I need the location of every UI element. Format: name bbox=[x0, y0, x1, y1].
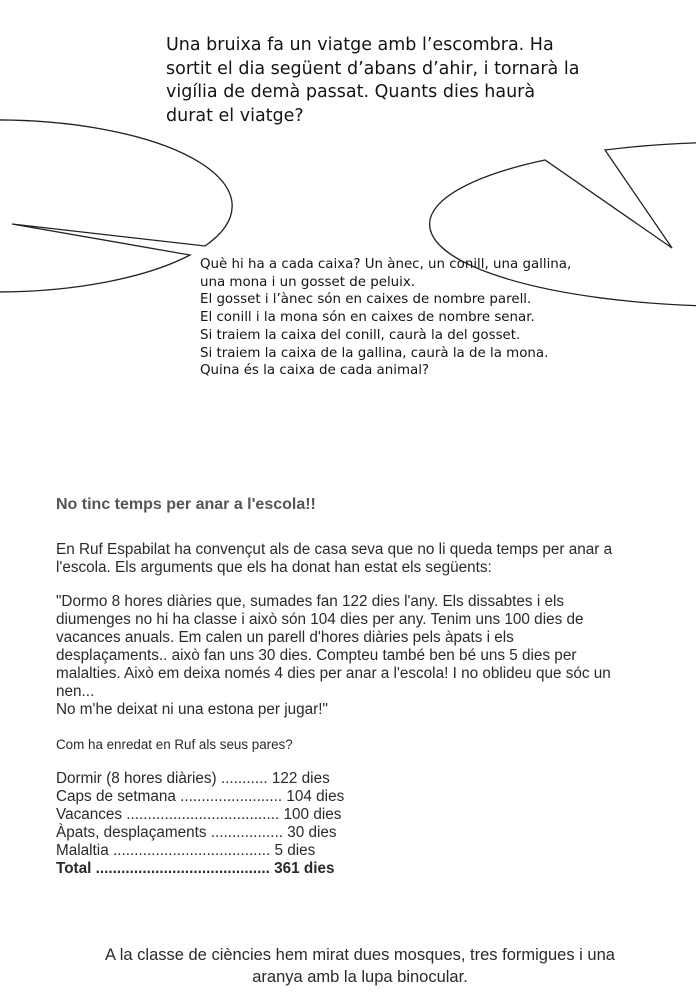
bubble-2-line: Què hi ha a cada caixa? Un ànec, un conill, una gallina, bbox=[200, 257, 572, 272]
bubble-2-line: Si traiem la caixa de la gallina, caurà la de la mona. bbox=[200, 345, 549, 361]
school-time-section bbox=[56, 496, 676, 878]
footer-text bbox=[40, 944, 680, 988]
intro-paragraph bbox=[56, 541, 676, 577]
quote-line: vacances anuals. Em calen un parell d'hores diàries pels àpats i els bbox=[56, 629, 514, 646]
bubble-1-line: sortit el dia següent d’abans d’ahir, i tornarà la bbox=[166, 58, 580, 79]
tally-row: Malaltia ..................................... 5 dies bbox=[56, 842, 316, 859]
quote-line: malalties. Això em deixa només 4 dies per anar a l'escola! I no oblideu que sóc un bbox=[56, 665, 611, 682]
tally-row: Àpats, desplaçaments ................. 30 dies bbox=[56, 824, 337, 841]
days-tally bbox=[56, 770, 676, 878]
speech-bubble-2 bbox=[0, 120, 232, 292]
quote-line: No m'he deixat ni una estona per jugar!" bbox=[56, 701, 328, 718]
footer-line: A la classe de ciències hem mirat dues mosques, tres formigues i una bbox=[105, 946, 615, 964]
bubble-1-riddle bbox=[166, 34, 606, 128]
bubble-1-line: durat el viatge? bbox=[166, 105, 304, 126]
intro-line: En Ruf Espabilat ha convençut als de casa seva que no li queda temps per anar a bbox=[56, 541, 613, 558]
intro-line: l'escola. Els arguments que els ha donat han estat els següents: bbox=[56, 559, 492, 576]
bubble-2-line: Quina és la caixa de cada animal? bbox=[200, 363, 430, 379]
quote-line: nen... bbox=[56, 683, 95, 700]
bubble-2-line: El conill i la mona són en caixes de nombre senar. bbox=[200, 310, 535, 326]
quote-line: "Dormo 8 hores diàries que, sumades fan 122 dies l'any. Els dissabtes i els bbox=[56, 593, 565, 610]
bubble-1-line: Una bruixa fa un viatge amb l’escombra. Ha bbox=[166, 35, 554, 55]
tally-row: Vacances .................................... 100 dies bbox=[56, 806, 342, 823]
quote-line: diumenges no hi ha classe i això són 104 dies per any. Tenim uns 100 dies de bbox=[56, 611, 584, 628]
bubble-2-line: una mona i un gosset de peluix. bbox=[200, 274, 416, 290]
quote-line: desplaçaments.. això fan uns 30 dies. Compteu també ben bé uns 5 dies per bbox=[56, 647, 577, 664]
bubble-2-line: Si traiem la caixa del conill, caurà la del gosset. bbox=[200, 327, 521, 343]
tally-total: Total ......................................... 361 dies bbox=[56, 860, 335, 877]
bubble-2-line: El gosset i l’ànec són en caixes de nombre parell. bbox=[200, 292, 532, 308]
section-title: No tinc temps per anar a l'escola!! bbox=[56, 496, 316, 513]
question: Com ha enredat en Ruf als seus pares? bbox=[56, 737, 293, 752]
tally-row: Caps de setmana ........................ 104 dies bbox=[56, 788, 345, 805]
bubble-1-line: vigília de demà passat. Quants dies haurà bbox=[166, 82, 536, 102]
footer-line: aranya amb la lupa binocular. bbox=[252, 968, 468, 986]
quote-paragraph bbox=[56, 593, 676, 719]
bubble-2-riddle bbox=[200, 256, 620, 380]
tally-row: Dormir (8 hores diàries) ........... 122 dies bbox=[56, 770, 330, 787]
